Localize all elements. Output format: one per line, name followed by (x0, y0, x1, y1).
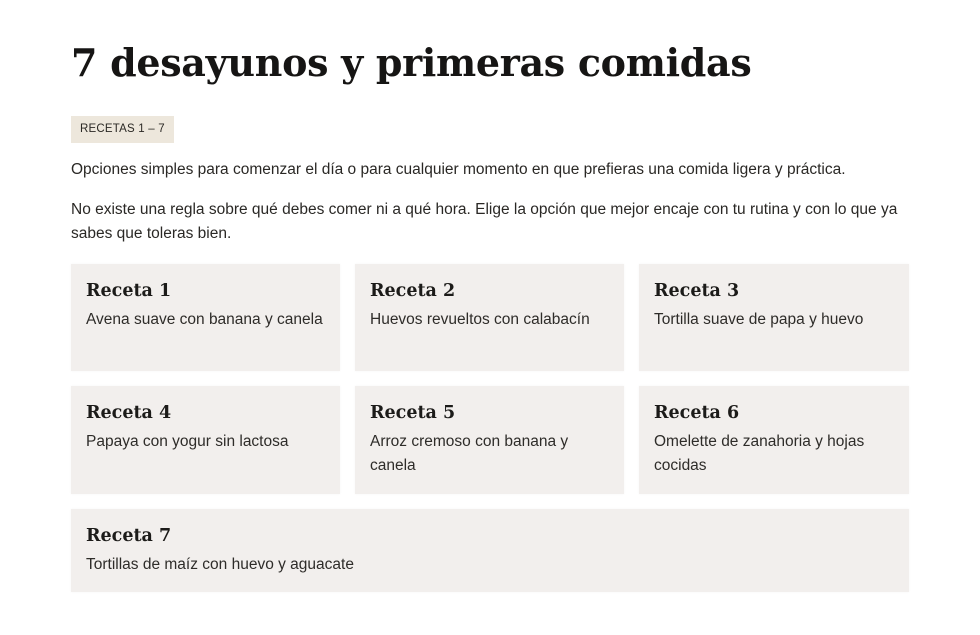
recipe-card-2 (355, 264, 624, 371)
recipe-description: Tortillas de maíz con huevo y aguacate (86, 556, 354, 573)
recipe-description: Omelette de zanahoria y hojas cocidas (654, 433, 865, 474)
recipe-title: Receta 7 (86, 526, 172, 546)
recipe-card-7 (71, 509, 909, 592)
recipe-title: Receta 5 (370, 403, 456, 423)
recipe-card-3 (639, 264, 909, 371)
recipe-title: Receta 2 (370, 281, 456, 301)
recipe-title: Receta 3 (654, 281, 740, 301)
recipe-card-6 (639, 386, 909, 494)
recipes-range-badge: RECETAS 1 – 7 (71, 116, 174, 143)
recipe-title: Receta 6 (654, 403, 740, 423)
recipe-card-5 (355, 386, 624, 494)
recipe-title: Receta 4 (86, 403, 172, 423)
page-title: 7 desayunos y primeras comidas (71, 40, 752, 85)
intro-paragraph-2: No existe una regla sobre qué debes comer ni a qué hora. Elige la opción que mejor encaje con tu rutina y con lo que ya sabes que toleras bien. (71, 201, 898, 242)
recipe-title: Receta 1 (86, 281, 172, 301)
recipe-description: Avena suave con banana y canela (86, 311, 323, 328)
recipe-description: Arroz cremoso con banana y canela (370, 433, 569, 474)
intro-paragraph-1: Opciones simples para comenzar el día o para cualquier momento en que prefieras una comida ligera y práctica. (71, 161, 846, 178)
recipe-description: Huevos revueltos con calabacín (370, 311, 590, 328)
recipe-description: Tortilla suave de papa y huevo (654, 311, 864, 328)
recipe-card-4 (71, 386, 340, 494)
recipe-card-1 (71, 264, 340, 371)
recipe-description: Papaya con yogur sin lactosa (86, 433, 289, 450)
